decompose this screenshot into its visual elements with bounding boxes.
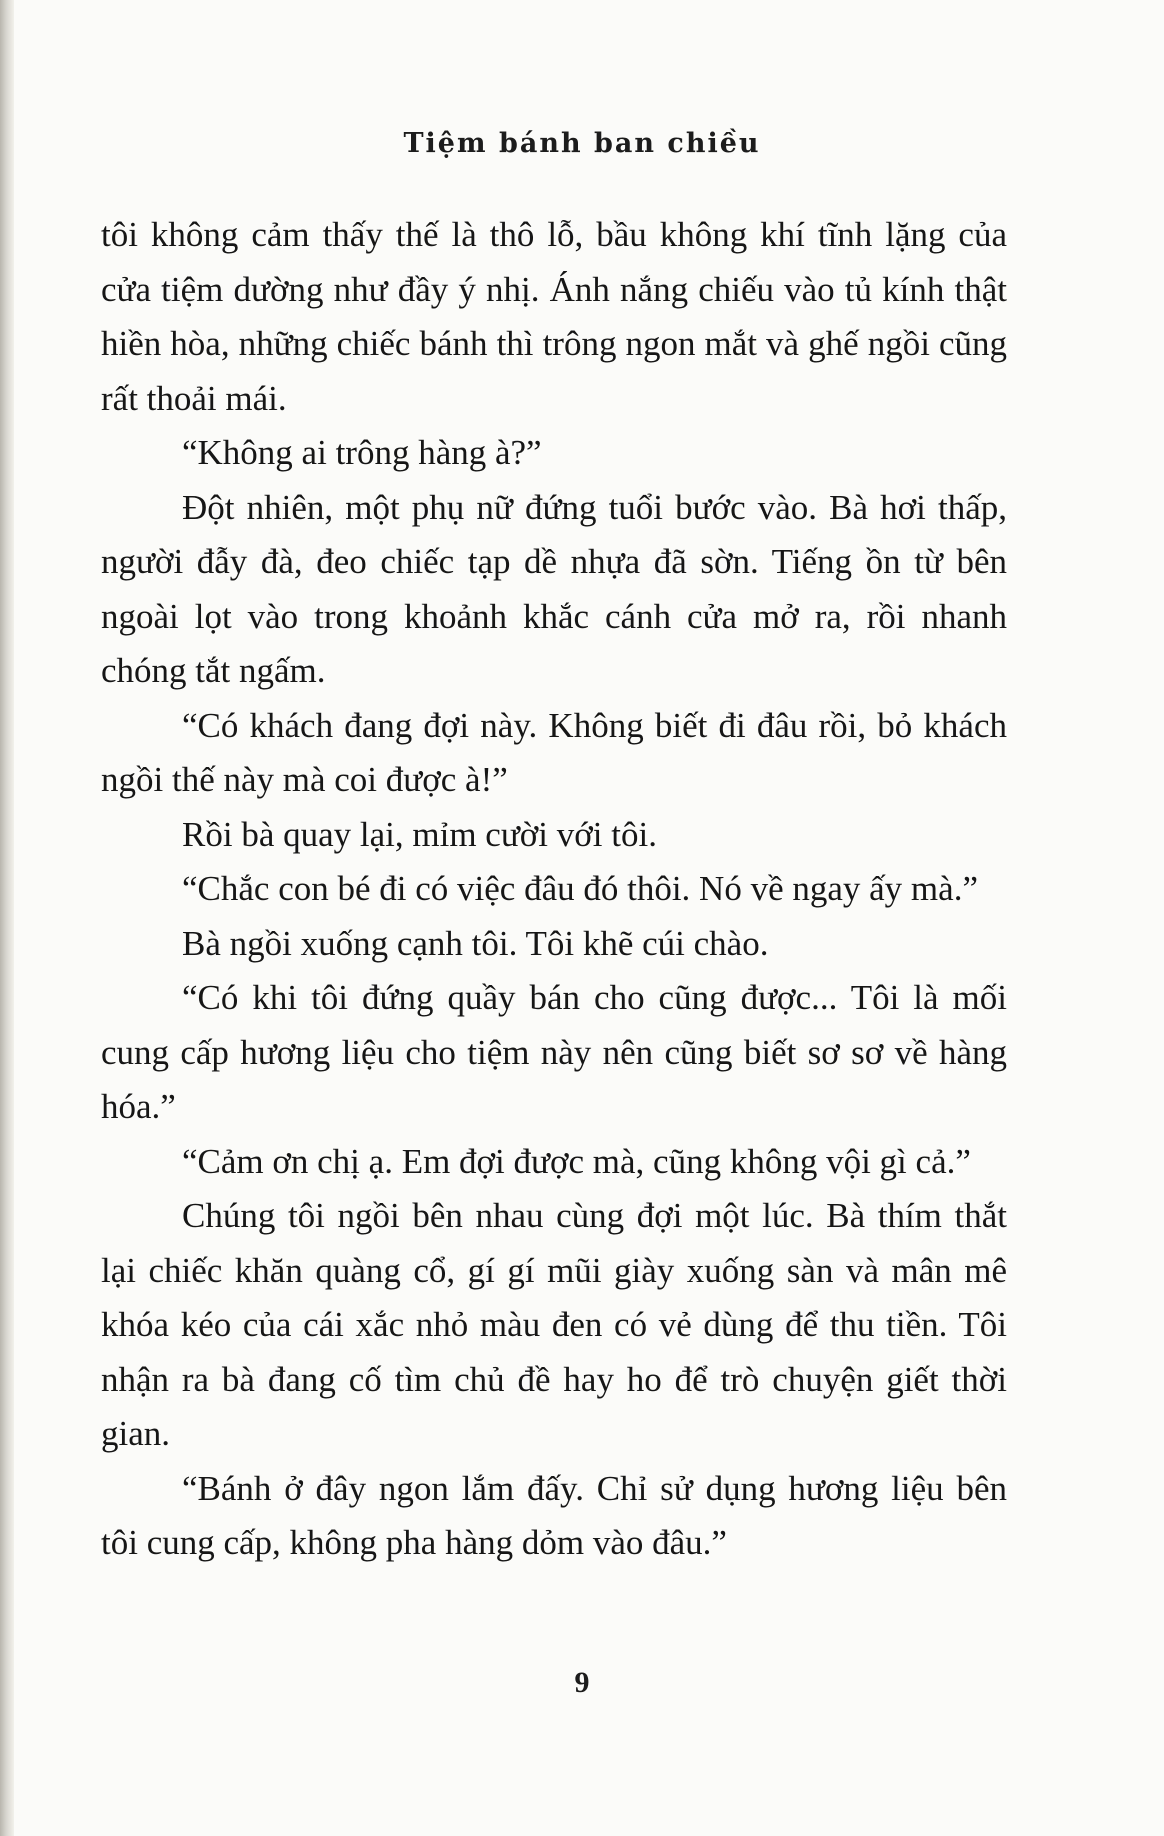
body-text bbox=[101, 208, 1007, 1571]
paragraph: Rồi bà quay lại, mỉm cười với tôi. bbox=[182, 814, 657, 854]
paragraph: Bà ngồi xuống cạnh tôi. Tôi khẽ cúi chào. bbox=[182, 923, 769, 963]
paragraph: “Chắc con bé đi có việc đâu đó thôi. Nó về ngay ấy mà.” bbox=[182, 869, 978, 908]
paragraph: “Có khách đang đợi này. Không biết đi đâu rồi, bỏ khách ngồi thế này mà coi được à!” bbox=[101, 705, 1007, 799]
paragraph: Chúng tôi ngồi bên nhau cùng đợi một lúc. Bà thím thắt lại chiếc khăn quàng cổ, gí gí mũi giày xuống sàn và mân mê khóa kéo của cái xắc nhỏ màu đen có vẻ dùng để thu tiền. Tôi nhận ra bà đang cố tìm chủ đề hay ho để trò chuyện giết thời gian. bbox=[101, 1196, 1007, 1453]
running-title: Tiệm bánh ban chiều bbox=[403, 128, 761, 159]
page-number: 9 bbox=[574, 1666, 590, 1699]
paragraph: Đột nhiên, một phụ nữ đứng tuổi bước vào. Bà hơi thấp, người đẫy đà, đeo chiếc tạp dề nhựa đã sờn. Tiếng ồn từ bên ngoài lọt vào trong khoảnh khắc cánh cửa mở ra, rồi nhanh chóng tắt ngấm. bbox=[101, 487, 1007, 690]
page-gutter-shadow bbox=[0, 0, 14, 1836]
paragraph: “Không ai trông hàng à?” bbox=[182, 433, 542, 472]
paragraph-continuation: tôi không cảm thấy thế là thô lỗ, bầu không khí tĩnh lặng của cửa tiệm dường như đầy ý nhị. Ánh nắng chiếu vào tủ kính thật hiền hòa, những chiếc bánh thì trông ngon mắt và ghế ngồi cũng rất thoải mái. bbox=[101, 215, 1007, 418]
paragraph: “Có khi tôi đứng quầy bán cho cũng được... Tôi là mối cung cấp hương liệu cho tiệm này nên cũng biết sơ sơ về hàng hóa.” bbox=[101, 978, 1007, 1126]
paragraph: “Bánh ở đây ngon lắm đấy. Chỉ sử dụng hương liệu bên tôi cung cấp, không pha hàng dỏm vào đâu.” bbox=[101, 1468, 1007, 1562]
paragraph: “Cảm ơn chị ạ. Em đợi được mà, cũng không vội gì cả.” bbox=[182, 1141, 971, 1181]
